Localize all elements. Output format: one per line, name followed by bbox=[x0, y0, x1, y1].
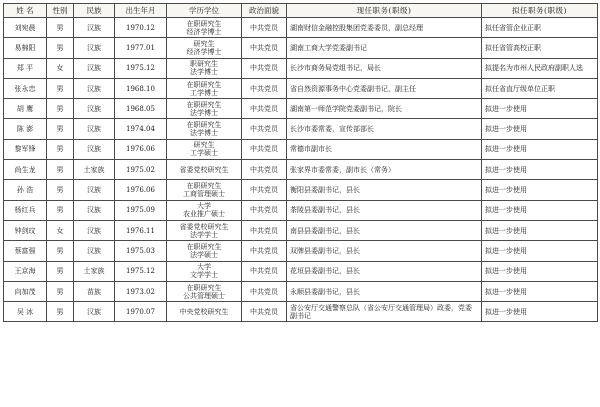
cell-party: 中共党员 bbox=[242, 180, 287, 200]
cell-current-position: 湖南财信金融控股集团党委委员，副总经理 bbox=[287, 18, 482, 38]
cell-ethnicity: 汉族 bbox=[74, 241, 115, 261]
header-gender: 性别 bbox=[47, 4, 74, 18]
cell-gender: 男 bbox=[47, 78, 74, 98]
education-line: 研究生 bbox=[193, 141, 215, 150]
cell-current-position: 长沙市商务局党组书记，局长 bbox=[287, 58, 482, 78]
education-line: 在职研究生 bbox=[186, 80, 222, 89]
cell-name: 向加茂 bbox=[4, 281, 47, 301]
appointment-table bbox=[3, 3, 598, 322]
cell-education bbox=[167, 78, 242, 98]
cell-proposed-position: 拟提名为市州人民政府副职人选 bbox=[482, 58, 598, 78]
cell-education bbox=[167, 139, 242, 159]
cell-education bbox=[167, 281, 242, 301]
cell-birth: 1976.11 bbox=[115, 220, 167, 240]
cell-gender: 女 bbox=[47, 220, 74, 240]
cell-birth: 1973.02 bbox=[115, 281, 167, 301]
cell-name: 孙 浩 bbox=[4, 180, 47, 200]
cell-gender: 男 bbox=[47, 160, 74, 180]
education-line: 在职研究生 bbox=[186, 182, 222, 191]
cell-current-position: 省公安厅交通警察总队（省公安厅交通管理局）政委，党委副书记 bbox=[287, 302, 482, 322]
cell-birth: 1970.07 bbox=[115, 302, 167, 322]
header-ethnicity: 民族 bbox=[74, 4, 115, 18]
education-line: 法学硕士 bbox=[190, 250, 218, 259]
table-row bbox=[4, 302, 598, 322]
cell-birth: 1975.02 bbox=[115, 160, 167, 180]
cell-current-position: 双牌县委副书记，县长 bbox=[287, 241, 482, 261]
cell-party: 中共党员 bbox=[242, 78, 287, 98]
education-line: 在职研究生 bbox=[186, 121, 222, 130]
cell-gender: 男 bbox=[47, 241, 74, 261]
cell-proposed-position: 拟进一步使用 bbox=[482, 200, 598, 220]
table-row bbox=[4, 220, 598, 240]
education-line: 工学博士 bbox=[190, 88, 218, 97]
cell-ethnicity: 汉族 bbox=[74, 119, 115, 139]
header-birth: 出生年月 bbox=[115, 4, 167, 18]
table-row bbox=[4, 99, 598, 119]
education-line: 中央党校研究生 bbox=[179, 307, 229, 316]
cell-ethnicity: 土家族 bbox=[74, 261, 115, 281]
cell-proposed-position: 拟进一步使用 bbox=[482, 241, 598, 261]
education-line: 法学博士 bbox=[190, 68, 218, 77]
education-line: 公共管理硕士 bbox=[183, 291, 225, 300]
cell-gender: 男 bbox=[47, 38, 74, 58]
education-line: 在职研究生 bbox=[186, 100, 222, 109]
cell-party: 中共党员 bbox=[242, 160, 287, 180]
education-line: 经济学博士 bbox=[186, 47, 222, 56]
cell-current-position: 茶陵县委副书记，县长 bbox=[287, 200, 482, 220]
cell-party: 中共党员 bbox=[242, 99, 287, 119]
cell-party: 中共党员 bbox=[242, 261, 287, 281]
cell-name: 易棉阳 bbox=[4, 38, 47, 58]
cell-current-position: 花垣县委副书记，县长 bbox=[287, 261, 482, 281]
cell-name: 王京海 bbox=[4, 261, 47, 281]
cell-proposed-position: 拟进一步使用 bbox=[482, 139, 598, 159]
cell-gender: 男 bbox=[47, 139, 74, 159]
cell-education bbox=[167, 119, 242, 139]
cell-education bbox=[167, 220, 242, 240]
education-line: 省委党校研究生 bbox=[179, 222, 229, 231]
cell-ethnicity: 汉族 bbox=[74, 302, 115, 322]
cell-party: 中共党员 bbox=[242, 18, 287, 38]
cell-current-position: 湖南工商大学党委副书记 bbox=[287, 38, 482, 58]
cell-birth: 1975.12 bbox=[115, 58, 167, 78]
cell-birth: 1976.06 bbox=[115, 180, 167, 200]
cell-birth: 1970.12 bbox=[115, 18, 167, 38]
cell-ethnicity: 汉族 bbox=[74, 200, 115, 220]
cell-birth: 1977.01 bbox=[115, 38, 167, 58]
education-line: 大学 bbox=[197, 263, 211, 272]
cell-party: 中共党员 bbox=[242, 241, 287, 261]
cell-proposed-position: 拟进一步使用 bbox=[482, 302, 598, 322]
education-line: 工学硕士 bbox=[190, 149, 218, 158]
table-row bbox=[4, 78, 598, 98]
appointment-table-container bbox=[3, 3, 597, 322]
cell-name: 胡 鹰 bbox=[4, 99, 47, 119]
cell-current-position: 衡阳县委副书记，县长 bbox=[287, 180, 482, 200]
cell-birth: 1975.03 bbox=[115, 241, 167, 261]
cell-name: 吴 冰 bbox=[4, 302, 47, 322]
cell-ethnicity: 汉族 bbox=[74, 38, 115, 58]
cell-ethnicity: 汉族 bbox=[74, 78, 115, 98]
cell-education bbox=[167, 99, 242, 119]
cell-gender: 男 bbox=[47, 180, 74, 200]
cell-education bbox=[167, 302, 242, 322]
cell-proposed-position: 拟进一步使用 bbox=[482, 281, 598, 301]
header-name: 姓 名 bbox=[4, 4, 47, 18]
header-current-position: 现任职务(职级) bbox=[287, 4, 482, 18]
cell-proposed-position: 拟进一步使用 bbox=[482, 99, 598, 119]
cell-ethnicity: 汉族 bbox=[74, 180, 115, 200]
cell-education bbox=[167, 261, 242, 281]
cell-party: 中共党员 bbox=[242, 200, 287, 220]
cell-birth: 1968.10 bbox=[115, 78, 167, 98]
cell-current-position: 常德市副市长 bbox=[287, 139, 482, 159]
cell-party: 中共党员 bbox=[242, 302, 287, 322]
table-row bbox=[4, 200, 598, 220]
header-party: 政治面貌 bbox=[242, 4, 287, 18]
cell-education bbox=[167, 200, 242, 220]
cell-ethnicity: 汉族 bbox=[74, 58, 115, 78]
cell-education bbox=[167, 180, 242, 200]
cell-current-position: 永顺县委副书记，县长 bbox=[287, 281, 482, 301]
cell-name: 黎军锋 bbox=[4, 139, 47, 159]
cell-current-position: 张家界市委常委，副市长（常务） bbox=[287, 160, 482, 180]
table-row bbox=[4, 18, 598, 38]
cell-party: 中共党员 bbox=[242, 38, 287, 58]
education-line: 法学学士 bbox=[190, 230, 218, 239]
cell-party: 中共党员 bbox=[242, 139, 287, 159]
cell-gender: 男 bbox=[47, 302, 74, 322]
education-line: 职研究生 bbox=[190, 60, 218, 69]
education-line: 工商管理硕士 bbox=[183, 190, 225, 199]
table-body bbox=[4, 18, 598, 322]
cell-gender: 男 bbox=[47, 119, 74, 139]
cell-name: 尚生龙 bbox=[4, 160, 47, 180]
table-row bbox=[4, 261, 598, 281]
cell-gender: 男 bbox=[47, 99, 74, 119]
cell-education bbox=[167, 18, 242, 38]
cell-current-position: 长沙市委常委，宣传部部长 bbox=[287, 119, 482, 139]
cell-current-position: 湖南第一师范学院党委副书记，院长 bbox=[287, 99, 482, 119]
cell-ethnicity: 汉族 bbox=[74, 139, 115, 159]
table-row bbox=[4, 119, 598, 139]
cell-current-position: 南县县委副书记，县长 bbox=[287, 220, 482, 240]
education-line: 省委党校研究生 bbox=[179, 165, 229, 174]
cell-birth: 1975.09 bbox=[115, 200, 167, 220]
cell-education bbox=[167, 58, 242, 78]
cell-birth: 1975.12 bbox=[115, 261, 167, 281]
cell-education bbox=[167, 160, 242, 180]
cell-birth: 1974.04 bbox=[115, 119, 167, 139]
cell-proposed-position: 拟进一步使用 bbox=[482, 119, 598, 139]
education-line: 农业推广硕士 bbox=[183, 210, 225, 219]
cell-name: 钟剑玟 bbox=[4, 220, 47, 240]
table-row bbox=[4, 139, 598, 159]
header-row bbox=[4, 4, 598, 18]
cell-proposed-position: 拟进一步使用 bbox=[482, 160, 598, 180]
education-line: 大学 bbox=[197, 202, 211, 211]
cell-ethnicity: 汉族 bbox=[74, 99, 115, 119]
education-line: 在职研究生 bbox=[186, 19, 222, 28]
cell-proposed-position: 拟进一步使用 bbox=[482, 180, 598, 200]
table-row bbox=[4, 241, 598, 261]
cell-ethnicity: 汉族 bbox=[74, 220, 115, 240]
cell-birth: 1968.05 bbox=[115, 99, 167, 119]
cell-ethnicity: 汉族 bbox=[74, 18, 115, 38]
cell-gender: 男 bbox=[47, 261, 74, 281]
cell-name: 杨红兵 bbox=[4, 200, 47, 220]
cell-party: 中共党员 bbox=[242, 220, 287, 240]
cell-gender: 女 bbox=[47, 58, 74, 78]
education-line: 在职研究生 bbox=[186, 283, 222, 292]
cell-name: 陈 澎 bbox=[4, 119, 47, 139]
cell-proposed-position: 拟任省直厅级单位正职 bbox=[482, 78, 598, 98]
cell-proposed-position: 拟任省管企业正职 bbox=[482, 18, 598, 38]
cell-current-position: 省自然资源事务中心党委副书记，副主任 bbox=[287, 78, 482, 98]
education-line: 研究生 bbox=[193, 39, 215, 48]
cell-name: 蔡富强 bbox=[4, 241, 47, 261]
table-row bbox=[4, 38, 598, 58]
cell-gender: 男 bbox=[47, 200, 74, 220]
education-line: 法学博士 bbox=[190, 129, 218, 138]
cell-proposed-position: 拟任省管高校正职 bbox=[482, 38, 598, 58]
cell-party: 中共党员 bbox=[242, 281, 287, 301]
table-row bbox=[4, 160, 598, 180]
cell-party: 中共党员 bbox=[242, 58, 287, 78]
education-line: 法学博士 bbox=[190, 108, 218, 117]
table-row bbox=[4, 281, 598, 301]
cell-birth: 1976.06 bbox=[115, 139, 167, 159]
cell-education bbox=[167, 241, 242, 261]
education-line: 在职研究生 bbox=[186, 242, 222, 251]
cell-name: 郑 平 bbox=[4, 58, 47, 78]
table-header bbox=[4, 4, 598, 18]
cell-party: 中共党员 bbox=[242, 119, 287, 139]
cell-ethnicity: 苗族 bbox=[74, 281, 115, 301]
cell-gender: 男 bbox=[47, 18, 74, 38]
cell-gender: 男 bbox=[47, 281, 74, 301]
cell-ethnicity: 土家族 bbox=[74, 160, 115, 180]
cell-education bbox=[167, 38, 242, 58]
education-line: 文学学士 bbox=[190, 271, 218, 280]
cell-name: 刘宛晨 bbox=[4, 18, 47, 38]
cell-proposed-position: 拟进一步使用 bbox=[482, 220, 598, 240]
table-row bbox=[4, 180, 598, 200]
header-proposed-position: 拟任职务(职级) bbox=[482, 4, 598, 18]
header-education: 学历学位 bbox=[167, 4, 242, 18]
education-line: 经济学博士 bbox=[186, 27, 222, 36]
table-row bbox=[4, 58, 598, 78]
cell-proposed-position: 拟进一步使用 bbox=[482, 261, 598, 281]
cell-name: 张永忠 bbox=[4, 78, 47, 98]
